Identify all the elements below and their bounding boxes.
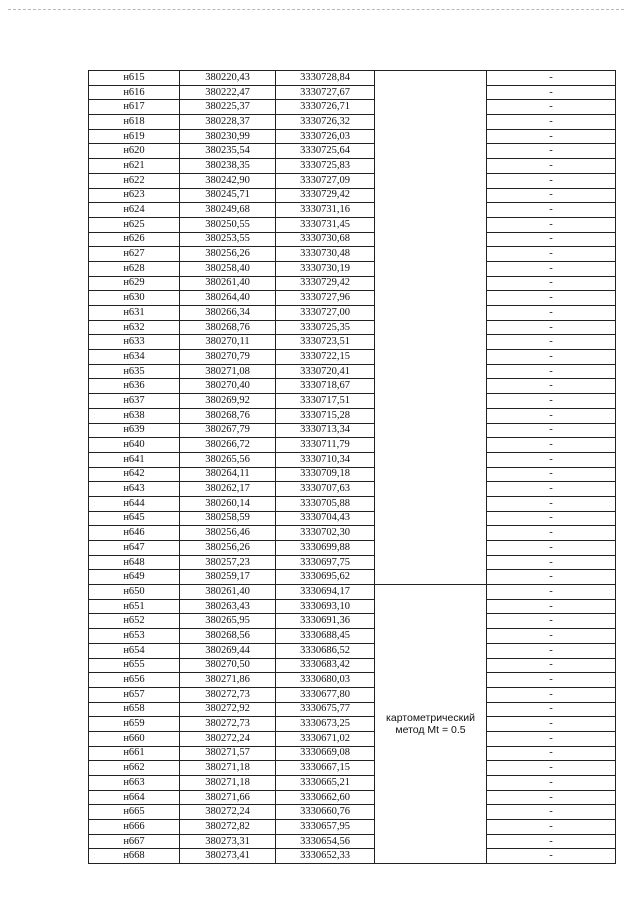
x-coordinate-cell: 380242,90 (180, 173, 276, 188)
table-row (89, 408, 616, 423)
point-id-cell: н621 (89, 159, 180, 174)
method-note-line: картометрический (386, 712, 475, 725)
x-coordinate-cell: 380266,34 (180, 306, 276, 321)
note-cell: - (487, 276, 616, 291)
x-coordinate-cell: 380272,73 (180, 717, 276, 732)
note-cell: - (487, 423, 616, 438)
x-coordinate-cell: 380250,55 (180, 217, 276, 232)
table-row (89, 585, 616, 600)
table-row (89, 496, 616, 511)
point-id-cell: н620 (89, 144, 180, 159)
y-coordinate-cell: 3330686,52 (276, 643, 375, 658)
x-coordinate-cell: 380272,24 (180, 731, 276, 746)
table-row (89, 85, 616, 100)
note-cell: - (487, 100, 616, 115)
note-cell: - (487, 790, 616, 805)
table-row (89, 820, 616, 835)
note-cell: - (487, 629, 616, 644)
y-coordinate-cell: 3330688,45 (276, 629, 375, 644)
note-cell: - (487, 746, 616, 761)
point-id-cell: н660 (89, 731, 180, 746)
note-cell: - (487, 731, 616, 746)
note-cell: - (487, 247, 616, 262)
y-coordinate-cell: 3330717,51 (276, 394, 375, 409)
y-coordinate-cell: 3330723,51 (276, 335, 375, 350)
x-coordinate-cell: 380253,55 (180, 232, 276, 247)
point-id-cell: н625 (89, 217, 180, 232)
note-cell: - (487, 144, 616, 159)
table-row (89, 394, 616, 409)
table-row (89, 629, 616, 644)
table-row (89, 731, 616, 746)
y-coordinate-cell: 3330699,88 (276, 541, 375, 556)
x-coordinate-cell: 380262,17 (180, 482, 276, 497)
point-id-cell: н646 (89, 526, 180, 541)
y-coordinate-cell: 3330695,62 (276, 570, 375, 585)
point-id-cell: н615 (89, 71, 180, 86)
x-coordinate-cell: 380272,24 (180, 805, 276, 820)
coordinates-table (88, 70, 616, 864)
y-coordinate-cell: 3330725,64 (276, 144, 375, 159)
table-row (89, 144, 616, 159)
point-id-cell: н650 (89, 585, 180, 600)
table-row (89, 555, 616, 570)
y-coordinate-cell: 3330727,09 (276, 173, 375, 188)
x-coordinate-cell: 380272,92 (180, 702, 276, 717)
point-id-cell: н645 (89, 511, 180, 526)
table-row (89, 217, 616, 232)
y-coordinate-cell: 3330725,35 (276, 320, 375, 335)
table-row (89, 511, 616, 526)
method-cell (375, 585, 487, 864)
y-coordinate-cell: 3330727,96 (276, 291, 375, 306)
point-id-cell: н629 (89, 276, 180, 291)
table-row (89, 306, 616, 321)
table-row (89, 849, 616, 864)
x-coordinate-cell: 380269,92 (180, 394, 276, 409)
y-coordinate-cell: 3330728,84 (276, 71, 375, 86)
x-coordinate-cell: 380271,08 (180, 364, 276, 379)
table-row (89, 188, 616, 203)
note-cell: - (487, 320, 616, 335)
table-row (89, 746, 616, 761)
x-coordinate-cell: 380270,11 (180, 335, 276, 350)
y-coordinate-cell: 3330731,16 (276, 203, 375, 218)
note-cell: - (487, 526, 616, 541)
y-coordinate-cell: 3330718,67 (276, 379, 375, 394)
table-row (89, 658, 616, 673)
coordinates-table-body (89, 71, 616, 864)
note-cell: - (487, 820, 616, 835)
x-coordinate-cell: 380271,18 (180, 761, 276, 776)
x-coordinate-cell: 380271,66 (180, 790, 276, 805)
table-row (89, 261, 616, 276)
note-cell: - (487, 188, 616, 203)
note-cell: - (487, 364, 616, 379)
table-row (89, 232, 616, 247)
point-id-cell: н647 (89, 541, 180, 556)
point-id-cell: н649 (89, 570, 180, 585)
y-coordinate-cell: 3330709,18 (276, 467, 375, 482)
note-cell: - (487, 159, 616, 174)
note-cell: - (487, 173, 616, 188)
note-cell: - (487, 379, 616, 394)
point-id-cell: н628 (89, 261, 180, 276)
x-coordinate-cell: 380230,99 (180, 129, 276, 144)
y-coordinate-cell: 3330730,48 (276, 247, 375, 262)
note-cell: - (487, 335, 616, 350)
table-row (89, 350, 616, 365)
x-coordinate-cell: 380261,40 (180, 585, 276, 600)
table-row (89, 599, 616, 614)
y-coordinate-cell: 3330675,77 (276, 702, 375, 717)
point-id-cell: н653 (89, 629, 180, 644)
table-row (89, 438, 616, 453)
y-coordinate-cell: 3330729,42 (276, 276, 375, 291)
y-coordinate-cell: 3330669,08 (276, 746, 375, 761)
point-id-cell: н665 (89, 805, 180, 820)
x-coordinate-cell: 380272,73 (180, 687, 276, 702)
x-coordinate-cell: 380260,14 (180, 496, 276, 511)
y-coordinate-cell: 3330731,45 (276, 217, 375, 232)
scan-top-edge-line (8, 9, 624, 10)
x-coordinate-cell: 380263,43 (180, 599, 276, 614)
y-coordinate-cell: 3330722,15 (276, 350, 375, 365)
x-coordinate-cell: 380271,18 (180, 776, 276, 791)
point-id-cell: н640 (89, 438, 180, 453)
y-coordinate-cell: 3330691,36 (276, 614, 375, 629)
x-coordinate-cell: 380268,56 (180, 629, 276, 644)
y-coordinate-cell: 3330711,79 (276, 438, 375, 453)
point-id-cell: н619 (89, 129, 180, 144)
point-id-cell: н630 (89, 291, 180, 306)
note-cell: - (487, 717, 616, 732)
table-row (89, 643, 616, 658)
x-coordinate-cell: 380225,37 (180, 100, 276, 115)
y-coordinate-cell: 3330727,00 (276, 306, 375, 321)
y-coordinate-cell: 3330729,42 (276, 188, 375, 203)
note-cell: - (487, 599, 616, 614)
table-row (89, 761, 616, 776)
x-coordinate-cell: 380249,68 (180, 203, 276, 218)
point-id-cell: н652 (89, 614, 180, 629)
point-id-cell: н622 (89, 173, 180, 188)
x-coordinate-cell: 380273,31 (180, 834, 276, 849)
x-coordinate-cell: 380261,40 (180, 276, 276, 291)
x-coordinate-cell: 380264,11 (180, 467, 276, 482)
y-coordinate-cell: 3330680,03 (276, 673, 375, 688)
x-coordinate-cell: 380267,79 (180, 423, 276, 438)
point-id-cell: н663 (89, 776, 180, 791)
y-coordinate-cell: 3330720,41 (276, 364, 375, 379)
table-row (89, 173, 616, 188)
point-id-cell: н635 (89, 364, 180, 379)
y-coordinate-cell: 3330715,28 (276, 408, 375, 423)
y-coordinate-cell: 3330730,19 (276, 261, 375, 276)
note-cell: - (487, 687, 616, 702)
table-row (89, 247, 616, 262)
table-row (89, 526, 616, 541)
point-id-cell: н668 (89, 849, 180, 864)
point-id-cell: н658 (89, 702, 180, 717)
note-cell: - (487, 261, 616, 276)
y-coordinate-cell: 3330707,63 (276, 482, 375, 497)
table-row (89, 702, 616, 717)
y-coordinate-cell: 3330727,67 (276, 85, 375, 100)
note-cell: - (487, 849, 616, 864)
y-coordinate-cell: 3330705,88 (276, 496, 375, 511)
method-cell-empty (375, 71, 487, 585)
y-coordinate-cell: 3330652,33 (276, 849, 375, 864)
table-row (89, 717, 616, 732)
y-coordinate-cell: 3330660,76 (276, 805, 375, 820)
x-coordinate-cell: 380245,71 (180, 188, 276, 203)
point-id-cell: н618 (89, 115, 180, 130)
table-row (89, 100, 616, 115)
table-row (89, 320, 616, 335)
table-row (89, 790, 616, 805)
point-id-cell: н642 (89, 467, 180, 482)
table-row (89, 71, 616, 86)
point-id-cell: н657 (89, 687, 180, 702)
note-cell: - (487, 805, 616, 820)
y-coordinate-cell: 3330710,34 (276, 452, 375, 467)
table-row (89, 614, 616, 629)
note-cell: - (487, 673, 616, 688)
x-coordinate-cell: 380257,23 (180, 555, 276, 570)
y-coordinate-cell: 3330662,60 (276, 790, 375, 805)
x-coordinate-cell: 380222,47 (180, 85, 276, 100)
point-id-cell: н662 (89, 761, 180, 776)
method-note-line: метод Mt = 0.5 (395, 724, 466, 737)
y-coordinate-cell: 3330677,80 (276, 687, 375, 702)
y-coordinate-cell: 3330726,71 (276, 100, 375, 115)
note-cell: - (487, 702, 616, 717)
x-coordinate-cell: 380228,37 (180, 115, 276, 130)
x-coordinate-cell: 380273,41 (180, 849, 276, 864)
x-coordinate-cell: 380258,40 (180, 261, 276, 276)
x-coordinate-cell: 380270,50 (180, 658, 276, 673)
y-coordinate-cell: 3330697,75 (276, 555, 375, 570)
note-cell: - (487, 585, 616, 600)
point-id-cell: н624 (89, 203, 180, 218)
note-cell: - (487, 467, 616, 482)
table-row (89, 687, 616, 702)
y-coordinate-cell: 3330726,32 (276, 115, 375, 130)
point-id-cell: н638 (89, 408, 180, 423)
table-row (89, 291, 616, 306)
x-coordinate-cell: 380235,54 (180, 144, 276, 159)
note-cell: - (487, 291, 616, 306)
table-row (89, 159, 616, 174)
y-coordinate-cell: 3330713,34 (276, 423, 375, 438)
x-coordinate-cell: 380264,40 (180, 291, 276, 306)
y-coordinate-cell: 3330654,56 (276, 834, 375, 849)
point-id-cell: н654 (89, 643, 180, 658)
point-id-cell: н626 (89, 232, 180, 247)
table-row (89, 379, 616, 394)
point-id-cell: н666 (89, 820, 180, 835)
point-id-cell: н641 (89, 452, 180, 467)
table-row (89, 467, 616, 482)
point-id-cell: н667 (89, 834, 180, 849)
x-coordinate-cell: 380268,76 (180, 320, 276, 335)
x-coordinate-cell: 380265,95 (180, 614, 276, 629)
y-coordinate-cell: 3330683,42 (276, 658, 375, 673)
table-row (89, 364, 616, 379)
point-id-cell: н617 (89, 100, 180, 115)
point-id-cell: н661 (89, 746, 180, 761)
table-row (89, 203, 616, 218)
note-cell: - (487, 350, 616, 365)
point-id-cell: н623 (89, 188, 180, 203)
y-coordinate-cell: 3330673,25 (276, 717, 375, 732)
table-row (89, 570, 616, 585)
x-coordinate-cell: 380271,57 (180, 746, 276, 761)
table-row (89, 115, 616, 130)
point-id-cell: н631 (89, 306, 180, 321)
x-coordinate-cell: 380270,40 (180, 379, 276, 394)
point-id-cell: н659 (89, 717, 180, 732)
y-coordinate-cell: 3330667,15 (276, 761, 375, 776)
note-cell: - (487, 232, 616, 247)
table-row (89, 423, 616, 438)
table-row (89, 776, 616, 791)
x-coordinate-cell: 380270,79 (180, 350, 276, 365)
note-cell: - (487, 834, 616, 849)
y-coordinate-cell: 3330657,95 (276, 820, 375, 835)
table-row (89, 482, 616, 497)
x-coordinate-cell: 380266,72 (180, 438, 276, 453)
point-id-cell: н664 (89, 790, 180, 805)
point-id-cell: н633 (89, 335, 180, 350)
x-coordinate-cell: 380268,76 (180, 408, 276, 423)
y-coordinate-cell: 3330671,02 (276, 731, 375, 746)
note-cell: - (487, 452, 616, 467)
x-coordinate-cell: 380256,46 (180, 526, 276, 541)
note-cell: - (487, 482, 616, 497)
y-coordinate-cell: 3330665,21 (276, 776, 375, 791)
point-id-cell: н656 (89, 673, 180, 688)
x-coordinate-cell: 380238,35 (180, 159, 276, 174)
table-row (89, 541, 616, 556)
point-id-cell: н636 (89, 379, 180, 394)
y-coordinate-cell: 3330730,68 (276, 232, 375, 247)
x-coordinate-cell: 380271,86 (180, 673, 276, 688)
note-cell: - (487, 129, 616, 144)
note-cell: - (487, 408, 616, 423)
note-cell: - (487, 614, 616, 629)
point-id-cell: н634 (89, 350, 180, 365)
note-cell: - (487, 203, 616, 218)
point-id-cell: н616 (89, 85, 180, 100)
point-id-cell: н639 (89, 423, 180, 438)
x-coordinate-cell: 380256,26 (180, 247, 276, 262)
table-row (89, 129, 616, 144)
y-coordinate-cell: 3330693,10 (276, 599, 375, 614)
note-cell: - (487, 776, 616, 791)
note-cell: - (487, 306, 616, 321)
point-id-cell: н643 (89, 482, 180, 497)
note-cell: - (487, 217, 616, 232)
note-cell: - (487, 115, 616, 130)
note-cell: - (487, 643, 616, 658)
table-row (89, 276, 616, 291)
y-coordinate-cell: 3330726,03 (276, 129, 375, 144)
point-id-cell: н644 (89, 496, 180, 511)
table-row (89, 673, 616, 688)
note-cell: - (487, 511, 616, 526)
table-row (89, 805, 616, 820)
x-coordinate-cell: 380259,17 (180, 570, 276, 585)
table-row (89, 834, 616, 849)
table-row (89, 452, 616, 467)
note-cell: - (487, 761, 616, 776)
note-cell: - (487, 570, 616, 585)
y-coordinate-cell: 3330704,43 (276, 511, 375, 526)
x-coordinate-cell: 380265,56 (180, 452, 276, 467)
y-coordinate-cell: 3330694,17 (276, 585, 375, 600)
note-cell: - (487, 541, 616, 556)
note-cell: - (487, 85, 616, 100)
note-cell: - (487, 496, 616, 511)
table-row (89, 335, 616, 350)
note-cell: - (487, 71, 616, 86)
note-cell: - (487, 394, 616, 409)
note-cell: - (487, 658, 616, 673)
x-coordinate-cell: 380256,26 (180, 541, 276, 556)
x-coordinate-cell: 380269,44 (180, 643, 276, 658)
note-cell: - (487, 555, 616, 570)
y-coordinate-cell: 3330725,83 (276, 159, 375, 174)
note-cell: - (487, 438, 616, 453)
y-coordinate-cell: 3330702,30 (276, 526, 375, 541)
point-id-cell: н651 (89, 599, 180, 614)
point-id-cell: н627 (89, 247, 180, 262)
x-coordinate-cell: 380272,82 (180, 820, 276, 835)
x-coordinate-cell: 380220,43 (180, 71, 276, 86)
point-id-cell: н632 (89, 320, 180, 335)
point-id-cell: н637 (89, 394, 180, 409)
x-coordinate-cell: 380258,59 (180, 511, 276, 526)
point-id-cell: н655 (89, 658, 180, 673)
point-id-cell: н648 (89, 555, 180, 570)
